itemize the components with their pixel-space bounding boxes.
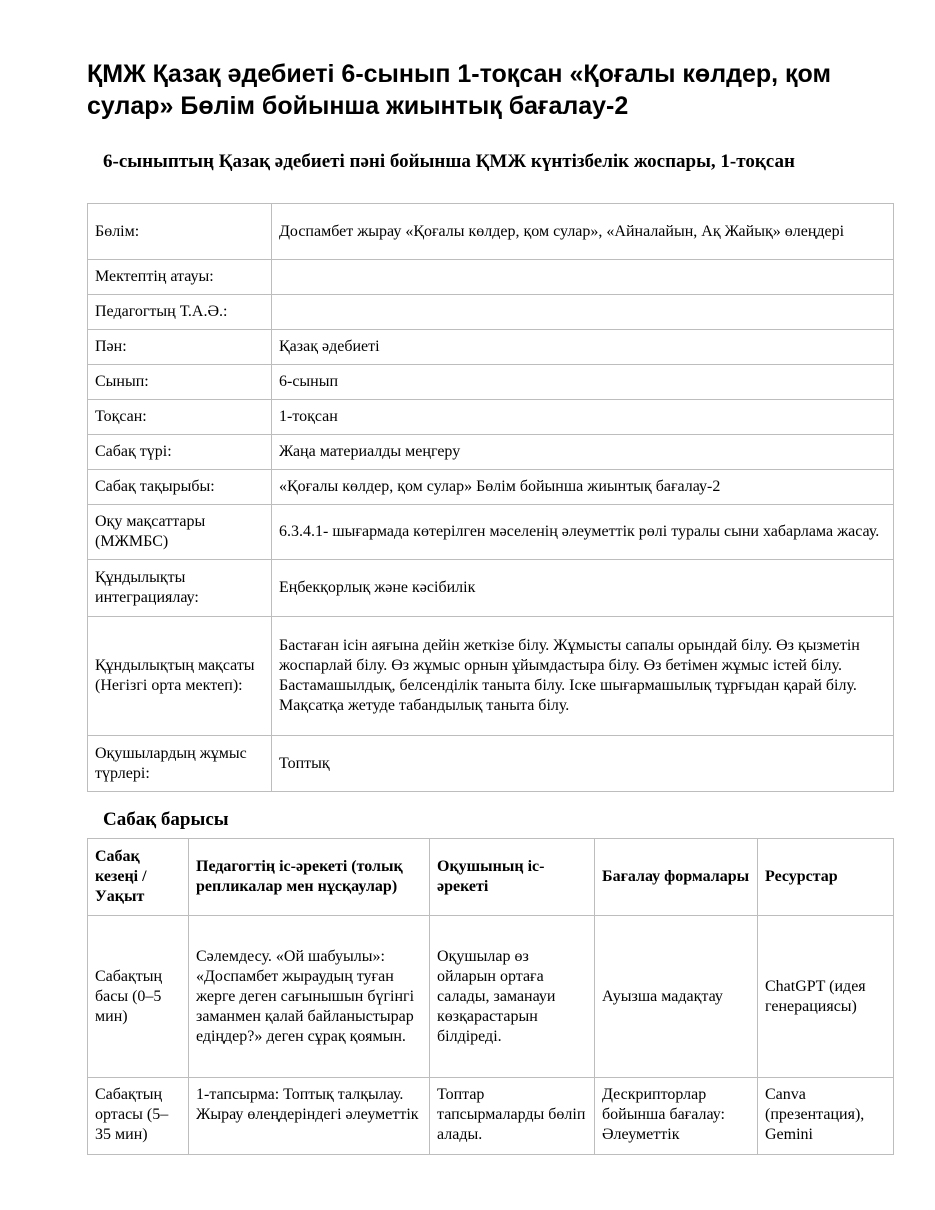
lesson-progress-table [87, 838, 894, 1155]
info-value: Жаңа материалды меңгеру [272, 435, 894, 470]
lesson-cell: Топтар тапсырмаларды бөліп алады. [430, 1078, 595, 1155]
info-row-subject [88, 330, 894, 365]
info-label: Мектептің атауы: [88, 260, 272, 295]
lesson-header-row [88, 839, 894, 916]
info-label: Тоқсан: [88, 400, 272, 435]
lesson-cell: ChatGPT (идея генерациясы) [758, 916, 894, 1078]
column-header-assessment: Бағалау формалары [595, 839, 758, 916]
lesson-cell: Дескрипторлар бойынша бағалау: Әлеуметтік [595, 1078, 758, 1155]
info-row-value-integration [88, 560, 894, 617]
info-label: Оқу мақсаттары (МЖМБС) [88, 505, 272, 560]
column-header-teacher-activity: Педагогтің іс-әрекеті (толық репликалар мен нұсқаулар) [189, 839, 430, 916]
lesson-cell: Оқушылар өз ойларын ортаға салады, заманауи көзқарастарын білдіреді. [430, 916, 595, 1078]
info-value: «Қоғалы көлдер, қом сулар» Бөлім бойынша жиынтық бағалау-2 [272, 470, 894, 505]
lesson-cell: 1-тапсырма: Топтық талқылау. Жырау өлеңдеріндегі әлеуметтік [189, 1078, 430, 1155]
lesson-cell: Сәлемдесу. «Ой шабуылы»: «Доспамбет жыраудың туған жерге деген сағынышын бүгінгі заманмен қалай байланыстырар едіңдер?» деген сұрақ қоямын. [189, 916, 430, 1078]
info-row-lesson-type [88, 435, 894, 470]
lesson-cell: Ауызша мадақтау [595, 916, 758, 1078]
info-label: Оқушылардың жұмыс түрлері: [88, 736, 272, 792]
lesson-cell: Canva (презентация), Gemini [758, 1078, 894, 1155]
info-value: Топтық [272, 736, 894, 792]
info-row-lesson-topic [88, 470, 894, 505]
lesson-cell: Сабақтың ортасы (5–35 мин) [88, 1078, 189, 1155]
lesson-progress-heading: Сабақ барысы [103, 809, 229, 830]
info-row-grade [88, 365, 894, 400]
info-row-value-goal [88, 617, 894, 736]
info-row-section [88, 204, 894, 260]
info-label: Бөлім: [88, 204, 272, 260]
info-label: Құндылықтың мақсаты (Негізгі орта мектеп): [88, 617, 272, 736]
lesson-cell: Сабақтың басы (0–5 мин) [88, 916, 189, 1078]
info-row-teacher [88, 295, 894, 330]
column-header-student-activity: Оқушының іс-әрекеті [430, 839, 595, 916]
info-row-school [88, 260, 894, 295]
info-label: Педагогтың Т.А.Ә.: [88, 295, 272, 330]
lesson-info-table [87, 203, 894, 792]
info-value: 6.3.4.1- шығармада көтерілген мәселенің әлеуметтік рөлі туралы сыни хабарлама жасау. [272, 505, 894, 560]
info-value [272, 295, 894, 330]
info-value: 6-сынып [272, 365, 894, 400]
document-title: ҚМЖ Қазақ әдебиеті 6-сынып 1-тоқсан «Қоғалы көлдер, қом сулар» Бөлім бойынша жиынтық бағалау-2 [87, 60, 831, 120]
info-label: Құндылықты интеграциялау: [88, 560, 272, 617]
info-label: Пән: [88, 330, 272, 365]
info-value: Бастаған ісін аяғына дейін жеткізе білу. Жұмысты сапалы орындай білу. Өз қызметін жоспарлай білу. Өз жұмыс орнын ұйымдастыра білу. Өз бетімен жұмыс істей білу. Бастамашылдық, белсенділік таныта білу. Іске шығармашылық тұрғыдан қарай білу. Мақсатқа жетуде табандылық таныта білу. [272, 617, 894, 736]
column-header-resources: Ресурстар [758, 839, 894, 916]
info-value [272, 260, 894, 295]
info-label: Сабақ тақырыбы: [88, 470, 272, 505]
info-value: 1-тоқсан [272, 400, 894, 435]
info-row-objectives [88, 505, 894, 560]
info-row-work-forms [88, 736, 894, 792]
info-row-quarter [88, 400, 894, 435]
info-value: Доспамбет жырау «Қоғалы көлдер, қом сулар», «Айналайын, Ақ Жайық» өлеңдері [272, 204, 894, 260]
info-value: Еңбекқорлық және кәсібилік [272, 560, 894, 617]
info-label: Сабақ түрі: [88, 435, 272, 470]
column-header-stage: Сабақ кезеңі / Уақыт [88, 839, 189, 916]
lesson-row-start [88, 916, 894, 1078]
info-value: Қазақ әдебиеті [272, 330, 894, 365]
plan-heading: 6-сыныптың Қазақ әдебиеті пәні бойынша ҚМЖ күнтізбелік жоспары, 1-тоқсан [103, 151, 795, 172]
lesson-row-middle [88, 1078, 894, 1155]
info-label: Сынып: [88, 365, 272, 400]
